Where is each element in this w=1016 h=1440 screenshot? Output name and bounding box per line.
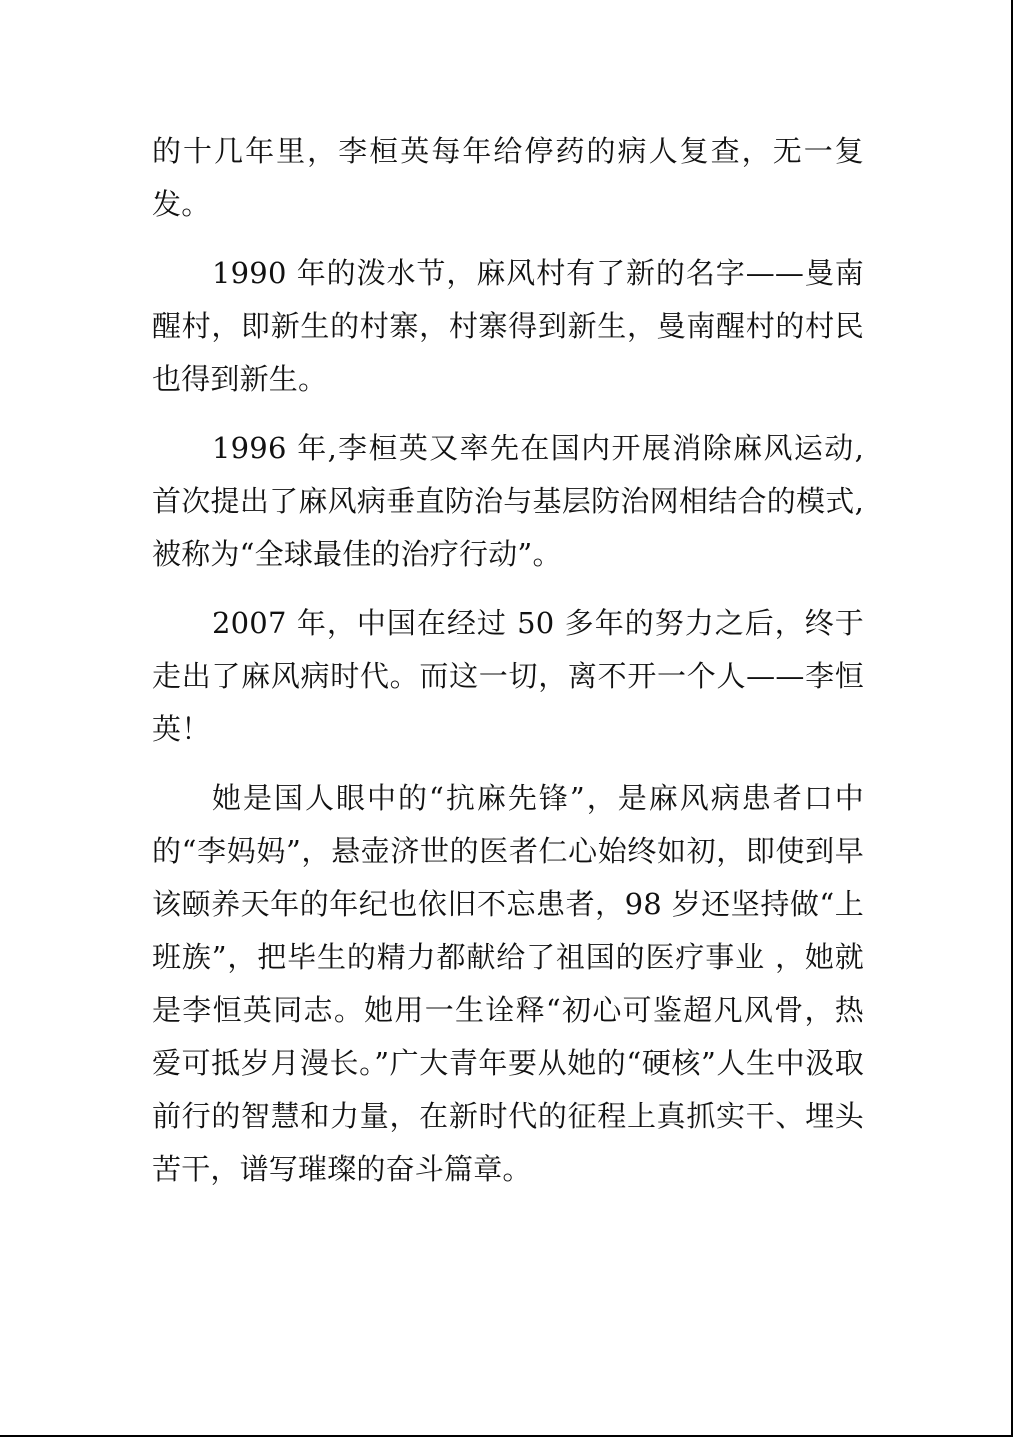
- paragraph-3: 1996 年,李桓英又率先在国内开展消除麻风运动,首次提出了麻风病垂直防治与基层防治网相结合的模式,被称为“全球最佳的治疗行动”。: [152, 431, 864, 571]
- paragraph-1: 的十几年里，李桓英每年给停药的病人复查，无一复发。: [152, 134, 864, 221]
- document-body: [152, 125, 864, 1212]
- paragraph-4: 2007 年，中国在经过 50 多年的努力之后，终于走出了麻风病时代。而这一切，离不开一个人——李恒英！: [152, 606, 864, 746]
- paragraph-2: 1990 年的泼水节，麻风村有了新的名字——曼南醒村，即新生的村寨，村寨得到新生，曼南醒村的村民也得到新生。: [152, 256, 864, 396]
- paragraph-5: 她是国人眼中的“抗麻先锋”，是麻风病患者口中的“李妈妈”，悬壶济世的医者仁心始终如初，即使到早该颐养天年的年纪也依旧不忘患者，98 岁还坚持做“上班族”，把毕生的精力都献给了祖国的医疗事业 ，她就是李恒英同志。她用一生诠释“初心可鉴超凡风骨，热爱可抵岁月漫长。”广大青年要从她的“硬核”人生中汲取前行的智慧和力量，在新时代的征程上真抓实干、埋头苦干，谱写璀璨的奋斗篇章。: [152, 781, 864, 1186]
